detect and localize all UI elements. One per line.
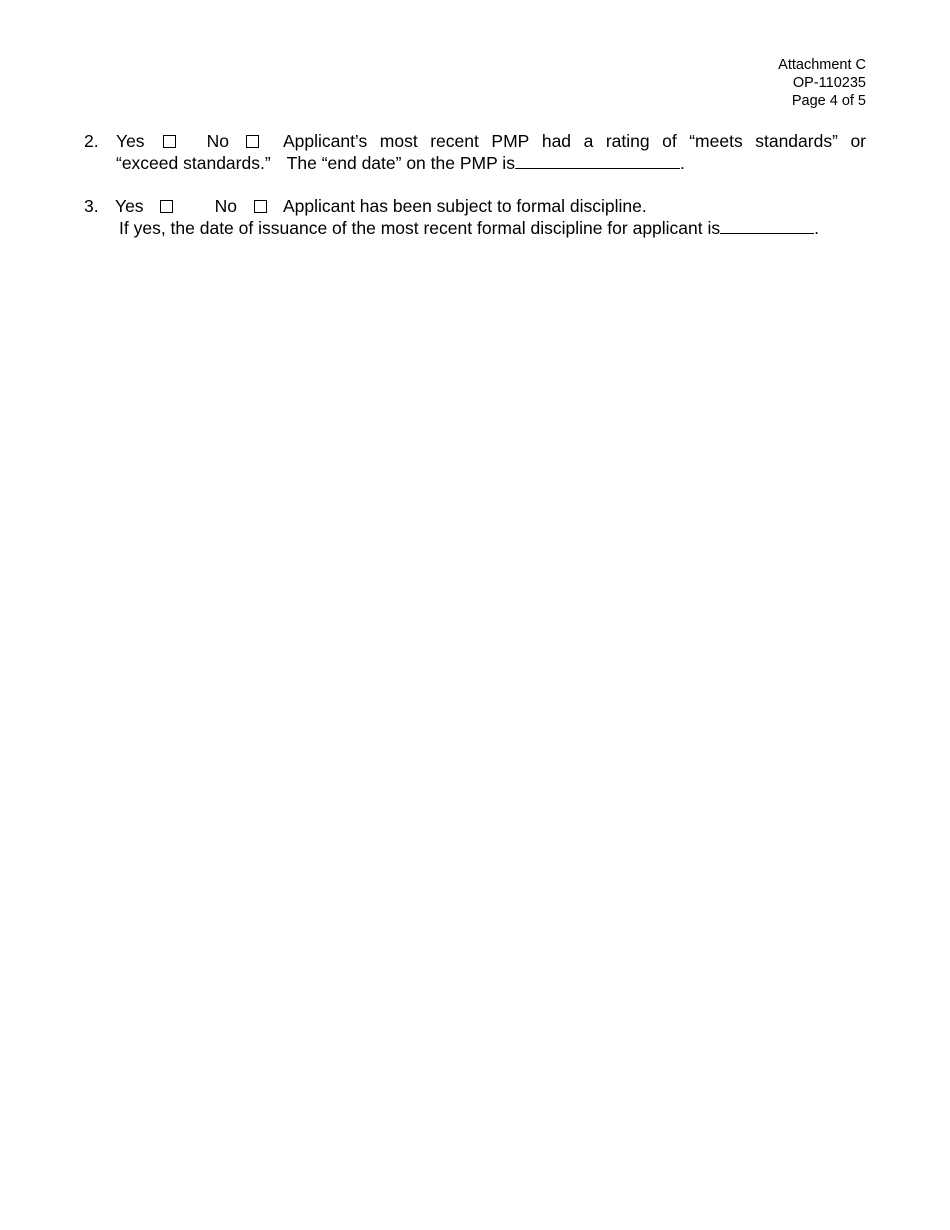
statement-word: most: [379, 131, 418, 151]
item-2-line-2-part2: The “end date” on the PMP is: [286, 153, 515, 173]
statement-word: recent: [430, 131, 479, 151]
no-label: No: [214, 196, 237, 216]
question-item-3: [84, 195, 866, 239]
question-item-2: [84, 130, 866, 174]
item-3-line-2-text: If yes, the date of issuance of the most recent formal discipline for applicant is: [119, 218, 721, 238]
no-label: No: [206, 131, 229, 151]
statement-word: of: [662, 131, 677, 151]
statement-word: standards”: [755, 131, 838, 151]
discipline-date-blank[interactable]: [720, 219, 814, 234]
no-checkbox[interactable]: [246, 135, 259, 148]
item-number: 3.: [84, 196, 99, 216]
yes-option: [116, 130, 176, 152]
item-2-line-2: [116, 152, 866, 174]
item-2-line-2-part1: “exceed standards.”: [116, 153, 271, 173]
statement-word: rating: [605, 131, 650, 151]
item-number: 2.: [84, 131, 99, 151]
no-option: [215, 195, 267, 217]
pmp-end-date-blank[interactable]: [515, 154, 680, 169]
yes-label: Yes: [116, 131, 145, 151]
statement-word: Applicant’s: [282, 131, 368, 151]
item-2-line-1: [116, 130, 866, 152]
period: .: [814, 218, 820, 238]
no-option: [207, 130, 259, 152]
statement-word: a: [583, 131, 594, 151]
statement-word: or: [850, 131, 866, 151]
attachment-label: Attachment C: [778, 57, 866, 73]
statement-word: PMP: [491, 131, 530, 151]
statement-word: “meets: [689, 131, 743, 151]
yes-checkbox[interactable]: [163, 135, 176, 148]
item-3-statement: Applicant has been subject to formal discipline.: [282, 196, 647, 216]
yes-checkbox[interactable]: [160, 200, 173, 213]
item-3-line-1: [115, 195, 866, 217]
op-number: OP-110235: [792, 75, 866, 91]
period: .: [679, 153, 685, 173]
statement-word: had: [541, 131, 572, 151]
yes-label: Yes: [115, 196, 144, 216]
yes-option: [115, 195, 173, 217]
no-checkbox[interactable]: [254, 200, 267, 213]
page-header: [778, 56, 866, 110]
item-2-statement: [283, 130, 866, 152]
item-3-line-2: [119, 217, 866, 239]
page-number: Page 4 of 5: [791, 93, 866, 109]
